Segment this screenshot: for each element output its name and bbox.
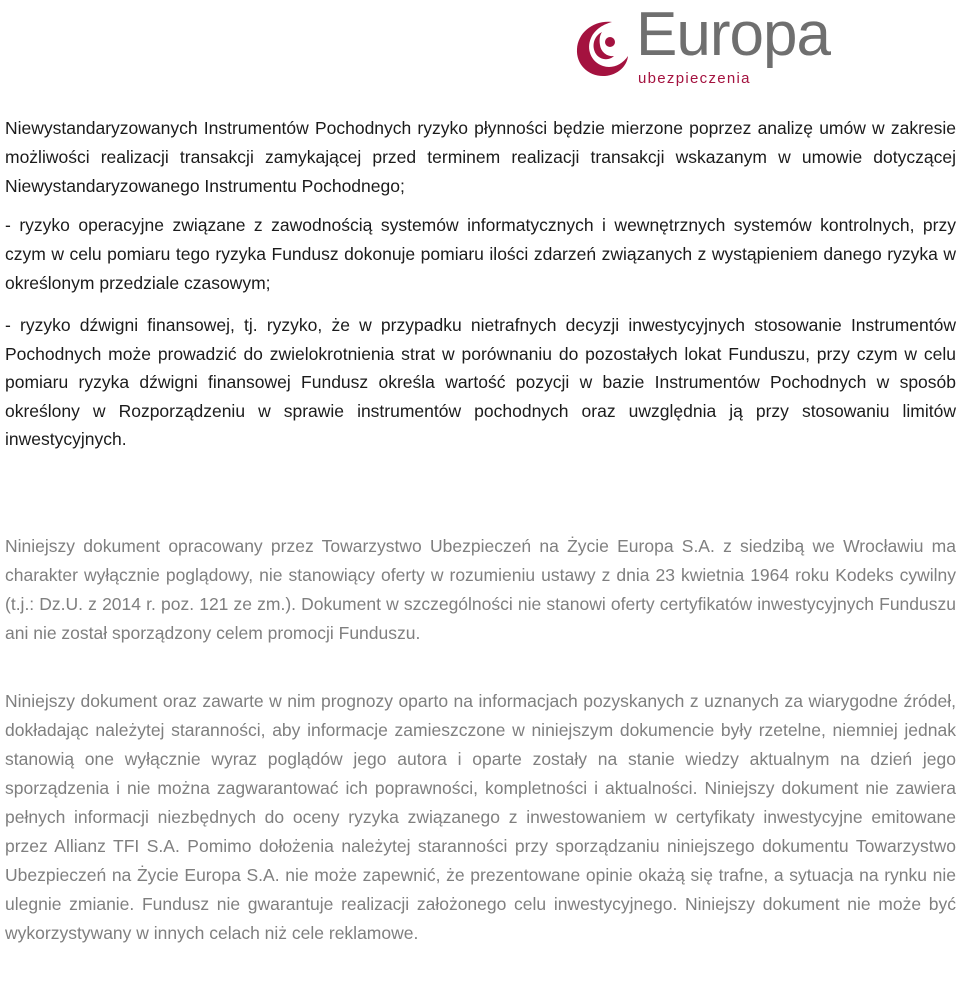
logo-swirl-icon xyxy=(572,18,636,80)
europa-logo xyxy=(572,0,862,88)
liquidity-risk-paragraph: Niewystandaryzowanych Instrumentów Pochodnych ryzyko płynności będzie mierzone poprzez analizę umów w zakresie możliwości realizacji transakcji zamykającej przed terminem realizacji transakcji wskazanym w umowie dotyczącej Niewystandaryzowanego Instrumentu Pochodnego; xyxy=(5,118,956,196)
leverage-risk-paragraph: - ryzyko dźwigni finansowej, tj. ryzyko, że w przypadku nietrafnych decyzji inwestycyjnych stosowanie Instrumentów Pochodnych może prowadzić do zwielokrotnienia strat w porównaniu do pozostałych lokat Funduszu, przy czym w celu pomiaru ryzyka dźwigni finansowej Fundusz określa wartość pozycji w bazie Instrumentów Pochodnych w sposób określony w Rozporządzeniu w sprawie instrumentów pochodnych oraz uwzględnia ją przy stosowaniu limitów inwestycyjnych. xyxy=(5,315,956,449)
disclaimer-paragraph-2: Niniejszy dokument oraz zawarte w nim prognozy oparto na informacjach pozyskanych z uznanych za wiarygodne źródeł, dokładając należytej staranności, aby informacje zamieszczone w niniejszym dokumencie były rzetelne, niemniej jednak stanowią one wyłącznie wyraz poglądów jego autora i oparte zostały na stanie wiedzy aktualnym na dzień jego sporządzenia i nie można zagwarantować ich poprawności, kompletności i aktualności. Niniejszy dokument nie zawiera pełnych informacji niezbędnych do oceny ryzyka związanego z inwestowaniem w certyfikaty inwestycyjne emitowane przez Allianz TFI S.A. Pomimo dołożenia należytej staranności przy sporządzaniu niniejszego dokumentu Towarzystwo Ubezpieczeń na Życie Europa S.A. nie może zapewnić, że prezentowane opinie okażą się trafne, a sytuacja na rynku nie ulegnie zmianie. Fundusz nie gwarantuje realizacji założonego celu inwestycyjnego. Niniejszy dokument nie może być wykorzystywany w innych celach niż cele reklamowe. xyxy=(5,691,956,943)
disclaimer-paragraph-1: Niniejszy dokument opracowany przez Towarzystwo Ubezpieczeń na Życie Europa S.A. z siedzibą we Wrocławiu ma charakter wyłącznie poglądowy, nie stanowiący oferty w rozumieniu ustawy z dnia 23 kwietnia 1964 roku Kodeks cywilny (t.j.: Dz.U. z 2014 r. poz. 121 ze zm.). Dokument w szczególności nie stanowi oferty certyfikatów inwestycyjnych Funduszu ani nie został sporządzony celem promocji Funduszu. xyxy=(5,536,956,643)
operational-risk-paragraph: - ryzyko operacyjne związane z zawodnością systemów informatycznych i wewnętrznych systemów kontrolnych, przy czym w celu pomiaru tego ryzyka Fundusz dokonuje pomiaru ilości zdarzeń związanych z wystąpieniem danego ryzyka w określonym przedziale czasowym; xyxy=(5,215,956,293)
logo-tagline: ubezpieczenia xyxy=(638,70,751,87)
logo-wordmark: Europa xyxy=(636,0,830,69)
